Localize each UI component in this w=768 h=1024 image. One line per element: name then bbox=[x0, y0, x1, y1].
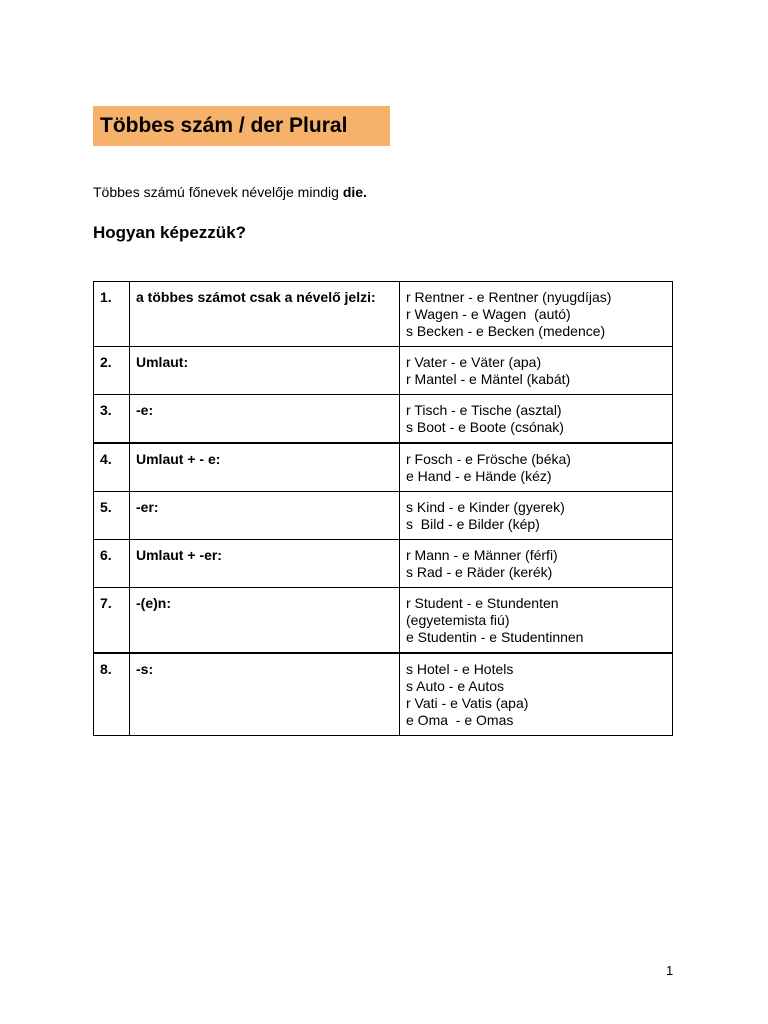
table-row bbox=[94, 540, 673, 588]
table-row bbox=[94, 588, 673, 654]
examples-cell bbox=[400, 395, 673, 444]
example-line: s Rad - e Räder (kerék) bbox=[406, 564, 553, 580]
example-line: r Mann - e Männer (férfi) bbox=[406, 547, 558, 563]
plural-rules-table-body bbox=[94, 282, 673, 736]
page-title: Többes szám / der Plural bbox=[100, 114, 348, 137]
section-heading: Hogyan képezzük? bbox=[93, 223, 247, 242]
example-line: r Fosch - e Frösche (béka) bbox=[406, 451, 571, 467]
row-number: 1. bbox=[94, 282, 130, 347]
row-number: 3. bbox=[94, 395, 130, 444]
example-line: (egyetemista fiú) bbox=[406, 612, 510, 628]
table-row bbox=[94, 443, 673, 492]
example-line: e Oma - e Omas bbox=[406, 712, 514, 728]
intro-bold-text: die. bbox=[342, 184, 367, 200]
plural-rule: -er: bbox=[130, 492, 400, 540]
example-line: r Rentner - e Rentner (nyugdíjas) bbox=[406, 289, 612, 305]
examples-cell bbox=[400, 540, 673, 588]
row-number: 4. bbox=[94, 443, 130, 492]
plural-rule: -(e)n: bbox=[130, 588, 400, 654]
example-line: r Student - e Stundenten bbox=[406, 595, 559, 611]
example-line: r Vati - e Vatis (apa) bbox=[406, 695, 529, 711]
examples-cell bbox=[400, 282, 673, 347]
plural-rule: Umlaut: bbox=[130, 347, 400, 395]
table-row bbox=[94, 282, 673, 347]
example-line: r Tisch - e Tische (asztal) bbox=[406, 402, 562, 418]
example-line: r Vater - e Väter (apa) bbox=[406, 354, 542, 370]
plural-rule: a többes számot csak a névelő jelzi: bbox=[130, 282, 400, 347]
table-row bbox=[94, 653, 673, 736]
example-line: s Bild - e Bilder (kép) bbox=[406, 516, 540, 532]
table-row bbox=[94, 347, 673, 395]
examples-cell bbox=[400, 492, 673, 540]
row-number: 7. bbox=[94, 588, 130, 654]
examples-cell bbox=[400, 443, 673, 492]
table-row bbox=[94, 395, 673, 444]
plural-rule: Umlaut + - e: bbox=[130, 443, 400, 492]
row-number: 5. bbox=[94, 492, 130, 540]
example-line: s Kind - e Kinder (gyerek) bbox=[406, 499, 565, 515]
plural-rules-table bbox=[93, 281, 673, 736]
examples-cell bbox=[400, 653, 673, 736]
example-line: r Mantel - e Mäntel (kabát) bbox=[406, 371, 571, 387]
examples-cell bbox=[400, 347, 673, 395]
row-number: 2. bbox=[94, 347, 130, 395]
plural-rule: -s: bbox=[130, 653, 400, 736]
example-line: s Becken - e Becken (medence) bbox=[406, 323, 606, 339]
example-line: s Auto - e Autos bbox=[406, 678, 505, 694]
intro-text: Többes számú főnevek névelője mindig bbox=[93, 184, 343, 200]
example-line: e Hand - e Hände (kéz) bbox=[406, 468, 552, 484]
page-number: 1 bbox=[666, 963, 674, 978]
plural-rule: Umlaut + -er: bbox=[130, 540, 400, 588]
row-number: 6. bbox=[94, 540, 130, 588]
title-banner bbox=[93, 106, 390, 146]
example-line: r Wagen - e Wagen (autó) bbox=[406, 306, 571, 322]
example-line: s Hotel - e Hotels bbox=[406, 661, 514, 677]
intro-paragraph bbox=[93, 184, 367, 200]
row-number: 8. bbox=[94, 653, 130, 736]
table-row bbox=[94, 492, 673, 540]
example-line: e Studentin - e Studentinnen bbox=[406, 629, 584, 645]
example-line: s Boot - e Boote (csónak) bbox=[406, 419, 564, 435]
plural-rule: -e: bbox=[130, 395, 400, 444]
examples-cell bbox=[400, 588, 673, 654]
